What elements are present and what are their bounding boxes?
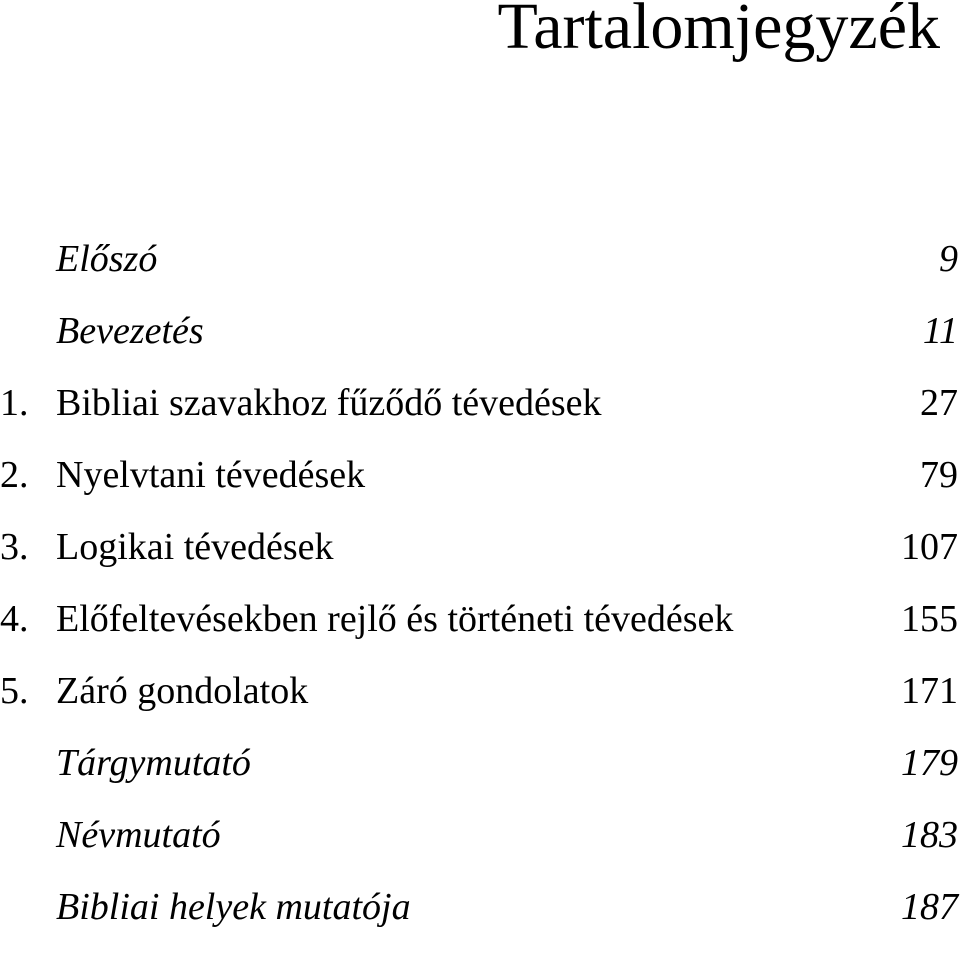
toc-entry-number: 5. bbox=[0, 670, 29, 712]
toc-entry-chapter-4[interactable] bbox=[0, 588, 960, 660]
toc-entry-introduction[interactable] bbox=[0, 300, 960, 372]
page-title: Tartalomjegyzék bbox=[497, 0, 940, 63]
toc-entry-page: 179 bbox=[901, 742, 958, 784]
toc-entry-label: Bibliai szavakhoz fűződő tévedések bbox=[56, 382, 602, 424]
toc-entry-page: 9 bbox=[939, 238, 958, 280]
toc-entry-subject-index[interactable] bbox=[0, 732, 960, 804]
toc-entry-chapter-5[interactable] bbox=[0, 660, 960, 732]
toc-entry-label: Nyelvtani tévedések bbox=[56, 454, 366, 496]
toc-entry-page: 79 bbox=[920, 454, 958, 496]
toc-entry-chapter-1[interactable] bbox=[0, 372, 960, 444]
toc-entry-chapter-3[interactable] bbox=[0, 516, 960, 588]
toc-entry-page: 187 bbox=[901, 886, 958, 928]
toc-entry-label: Előfeltevésekben rejlő és történeti tévedések bbox=[56, 598, 734, 640]
toc-entry-page: 11 bbox=[922, 310, 958, 352]
toc-entry-scripture-index[interactable] bbox=[0, 876, 960, 948]
toc-entry-number: 3. bbox=[0, 526, 29, 568]
toc-entry-number: 2. bbox=[0, 454, 29, 496]
toc-entry-label: Előszó bbox=[56, 238, 158, 280]
toc-entry-label: Bibliai helyek mutatója bbox=[56, 886, 411, 928]
toc-entry-page: 171 bbox=[901, 670, 958, 712]
toc-entry-page: 183 bbox=[901, 814, 958, 856]
toc-entry-page: 107 bbox=[901, 526, 958, 568]
toc-entry-foreword[interactable] bbox=[0, 228, 960, 300]
toc-entry-label: Bevezetés bbox=[56, 310, 204, 352]
toc-entry-label: Logikai tévedések bbox=[56, 526, 334, 568]
toc-entry-number: 4. bbox=[0, 598, 29, 640]
toc-entry-number: 1. bbox=[0, 382, 29, 424]
toc-entry-page: 27 bbox=[920, 382, 958, 424]
toc-entry-chapter-2[interactable] bbox=[0, 444, 960, 516]
toc-entry-label: Záró gondolatok bbox=[56, 670, 309, 712]
toc-entry-label: Névmutató bbox=[56, 814, 221, 856]
toc-entry-page: 155 bbox=[901, 598, 958, 640]
table-of-contents bbox=[0, 228, 960, 948]
toc-entry-name-index[interactable] bbox=[0, 804, 960, 876]
toc-entry-label: Tárgymutató bbox=[56, 742, 251, 784]
